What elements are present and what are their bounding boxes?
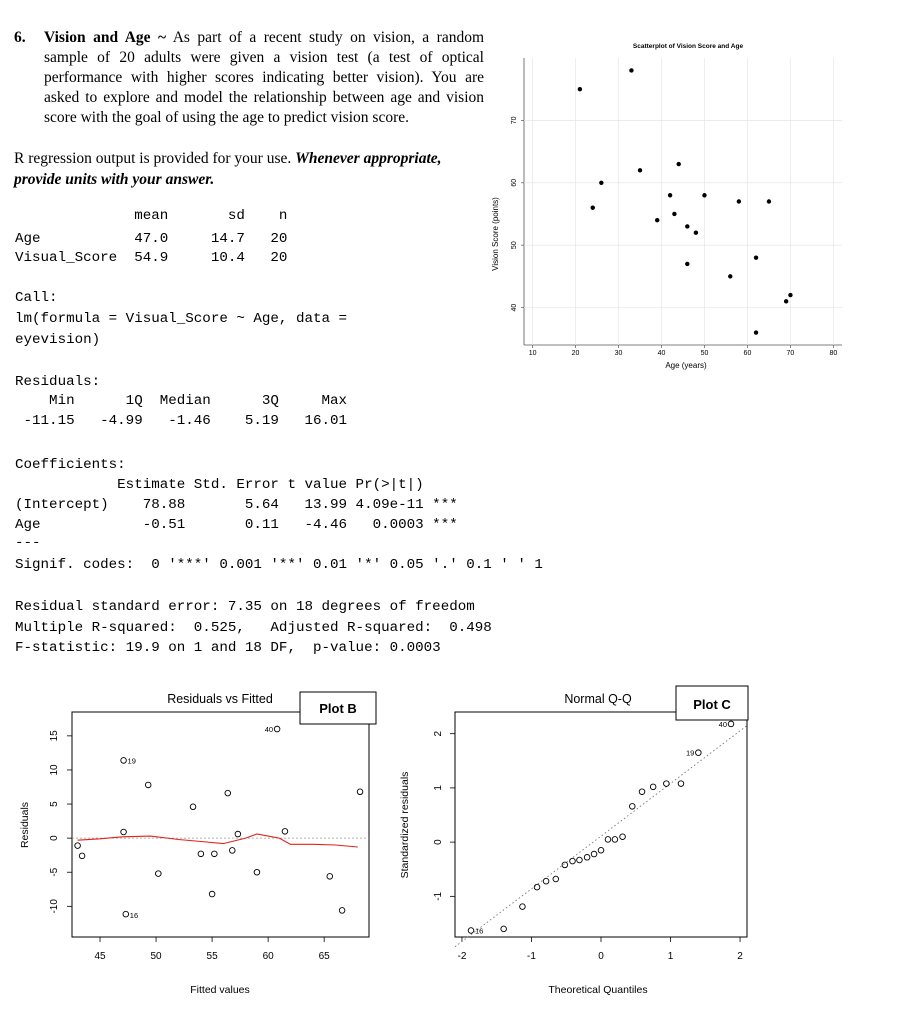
data-point — [591, 206, 595, 210]
x-tick-label: 80 — [829, 350, 838, 357]
y-tick-label: 60 — [511, 178, 518, 187]
r-output-line: lm(formula = Visual_Score ~ Age, data = — [15, 311, 348, 327]
question-number: 6. — [14, 29, 26, 46]
x-tick-label: 45 — [94, 951, 106, 962]
data-points — [75, 725, 363, 920]
y-tick-label: 10 — [49, 764, 60, 776]
r-output-line: Residuals: — [15, 374, 101, 390]
x-tick-label: 60 — [743, 350, 752, 357]
y-tick-label: -5 — [49, 867, 60, 877]
data-point — [788, 293, 792, 297]
point-label: 19 — [127, 756, 136, 766]
x-tick-label: 30 — [614, 350, 623, 357]
data-point — [562, 862, 568, 868]
x-tick-label: 65 — [318, 951, 330, 962]
x-tick-label: 50 — [700, 350, 709, 357]
data-point — [339, 908, 345, 914]
data-point — [534, 884, 540, 890]
r-output-line: -11.15 -4.99 -1.46 5.19 16.01 — [15, 413, 348, 429]
data-point — [145, 782, 151, 788]
data-point — [229, 848, 235, 854]
plot-label-box — [676, 686, 748, 720]
reference-line — [455, 726, 747, 947]
r-output-line: Visual_Score 54.9 10.4 20 — [15, 250, 288, 266]
plot-label: Plot B — [319, 701, 357, 716]
x-tick-label: -1 — [527, 951, 536, 962]
data-point — [620, 834, 626, 840]
point-label: 16 — [474, 926, 484, 936]
data-point — [728, 274, 732, 278]
data-point — [121, 829, 127, 835]
data-point — [728, 721, 734, 727]
point-label: 19 — [685, 748, 695, 758]
y-tick-label: 0 — [433, 839, 444, 845]
data-point — [696, 750, 702, 756]
x-tick-label: 2 — [737, 951, 743, 962]
intro-plain: R regression output is provided for your use. — [14, 150, 292, 167]
data-point — [584, 855, 590, 861]
data-point — [225, 790, 231, 796]
r-output-line: (Intercept) 78.88 5.64 13.99 4.09e-11 *** — [15, 497, 458, 513]
data-point — [650, 784, 656, 790]
intro-text — [14, 148, 454, 190]
y-axis-label: Residuals — [19, 801, 31, 849]
axis-ticks — [511, 116, 837, 357]
x-axis-label: Age (years) — [665, 361, 707, 370]
data-point — [79, 853, 85, 859]
x-tick-label: 1 — [667, 951, 674, 962]
data-point — [655, 218, 659, 222]
chart-title: Scatterplot of Vision Score and Age — [632, 43, 744, 50]
r-output-line: Min 1Q Median 3Q Max — [15, 393, 348, 409]
data-point — [209, 891, 215, 897]
data-point — [685, 262, 689, 266]
r-output-line: F-statistic: 19.9 on 1 and 18 DF, p-value: 0.0003 — [15, 640, 441, 656]
data-point — [767, 199, 771, 203]
scatterplot-chart — [490, 36, 850, 376]
data-point — [75, 843, 81, 849]
x-axis-label: Theoretical Quantiles — [548, 984, 648, 996]
data-point — [737, 199, 741, 203]
data-point — [468, 928, 474, 934]
residuals-plot — [10, 682, 380, 1002]
r-output-line: Multiple R-squared: 0.525, Adjusted R-squared: 0.498 — [15, 620, 492, 636]
intro-emphasis: Whenever appropriate, provide units with your answer. — [14, 150, 442, 188]
plot-frame — [455, 712, 747, 937]
r-output-line: Estimate Std. Error t value Pr(>|t|) — [15, 477, 424, 493]
data-point — [629, 68, 633, 72]
data-point — [685, 224, 689, 228]
r-output-line: eyevision) — [15, 332, 101, 348]
y-tick-label: 2 — [433, 730, 444, 737]
data-point — [598, 847, 604, 853]
data-point — [282, 829, 288, 835]
r-output-line: --- — [15, 535, 41, 551]
r-output-line: mean sd n — [15, 208, 288, 224]
x-axis-label: Fitted values — [190, 984, 250, 996]
question-body: As part of a recent study on vision, a random sample of 20 adults were given a vision test (a test of optical performance with higher scores indicating better vision). You are asked to explore and model the relationship between age and vision score with the goal of using the age to predict vision score. — [44, 29, 485, 126]
data-point — [605, 837, 611, 843]
data-point — [123, 911, 129, 917]
axis-ticks — [49, 730, 330, 962]
x-tick-label: 40 — [657, 350, 666, 357]
data-point — [235, 831, 241, 837]
x-tick-label: 0 — [598, 951, 604, 962]
y-tick-label: -10 — [49, 899, 60, 914]
plot-frame — [72, 712, 369, 937]
data-point — [754, 330, 758, 334]
x-tick-label: 20 — [571, 350, 580, 357]
data-point — [577, 857, 583, 863]
y-tick-label: 50 — [511, 241, 518, 250]
data-point — [591, 851, 597, 857]
y-tick-label: 40 — [511, 303, 518, 312]
y-axis-label: Standardized residuals — [399, 771, 411, 879]
r-output-line: Age -0.51 0.11 -4.46 0.0003 *** — [15, 517, 458, 533]
y-tick-label: 0 — [49, 835, 60, 841]
grid-lines — [524, 58, 842, 345]
data-points — [578, 68, 793, 334]
x-tick-label: 50 — [150, 951, 162, 962]
question-title: Vision and Age ~ — [44, 29, 167, 46]
data-point — [501, 926, 507, 932]
r-output-line: Call: — [15, 290, 58, 306]
data-point — [672, 212, 676, 216]
y-tick-label: 15 — [49, 730, 60, 742]
normal-qq-plot — [392, 682, 762, 1002]
x-tick-label: -2 — [457, 951, 467, 962]
r-output-line: Signif. codes: 0 '***' 0.001 '**' 0.01 '*' 0.05 '.' 0.1 ' ' 1 — [15, 557, 543, 573]
data-point — [155, 871, 161, 877]
question-block — [14, 28, 484, 128]
data-point — [520, 904, 526, 910]
data-point — [639, 789, 645, 795]
y-tick-label: 70 — [511, 116, 518, 125]
data-point — [694, 230, 698, 234]
r-output-line: Coefficients: — [15, 457, 126, 473]
data-point — [578, 87, 582, 91]
data-point — [629, 804, 635, 810]
data-point — [543, 878, 549, 884]
x-tick-label: 10 — [528, 350, 537, 357]
y-tick-label: -1 — [433, 891, 444, 901]
r-output-line: Age 47.0 14.7 20 — [15, 231, 288, 247]
x-tick-label: 70 — [786, 350, 795, 357]
data-point — [254, 869, 260, 875]
y-tick-label: 1 — [433, 785, 444, 791]
plot-title: Residuals vs Fitted — [167, 692, 273, 706]
point-label: 40 — [264, 725, 274, 735]
smoother-line — [78, 834, 358, 847]
data-point — [638, 168, 642, 172]
data-point — [702, 193, 706, 197]
data-point — [121, 758, 127, 764]
data-point — [664, 781, 670, 787]
y-tick-label: 5 — [49, 801, 60, 807]
plot-label-box — [300, 692, 376, 724]
data-point — [612, 837, 618, 843]
data-point — [274, 726, 280, 732]
x-tick-label: 60 — [262, 951, 274, 962]
data-point — [198, 851, 204, 857]
data-point — [668, 193, 672, 197]
point-label: 40 — [718, 719, 728, 729]
plot-label: Plot C — [693, 697, 731, 712]
data-point — [357, 789, 363, 795]
data-point — [677, 162, 681, 166]
data-point — [599, 181, 603, 185]
question-text — [44, 28, 484, 128]
data-point — [784, 299, 788, 303]
data-point — [190, 804, 196, 810]
x-tick-label: 55 — [206, 951, 218, 962]
data-point — [327, 874, 333, 880]
point-label: 16 — [129, 911, 139, 921]
data-point — [212, 851, 218, 857]
y-axis-label: Vision Score (points) — [491, 197, 500, 271]
r-output-line: Residual standard error: 7.35 on 18 degrees of freedom — [15, 599, 475, 615]
data-point — [754, 255, 758, 259]
data-points — [468, 720, 734, 936]
data-point — [553, 876, 559, 882]
data-point — [678, 781, 684, 787]
plot-title: Normal Q-Q — [564, 692, 632, 706]
data-point — [570, 858, 576, 864]
